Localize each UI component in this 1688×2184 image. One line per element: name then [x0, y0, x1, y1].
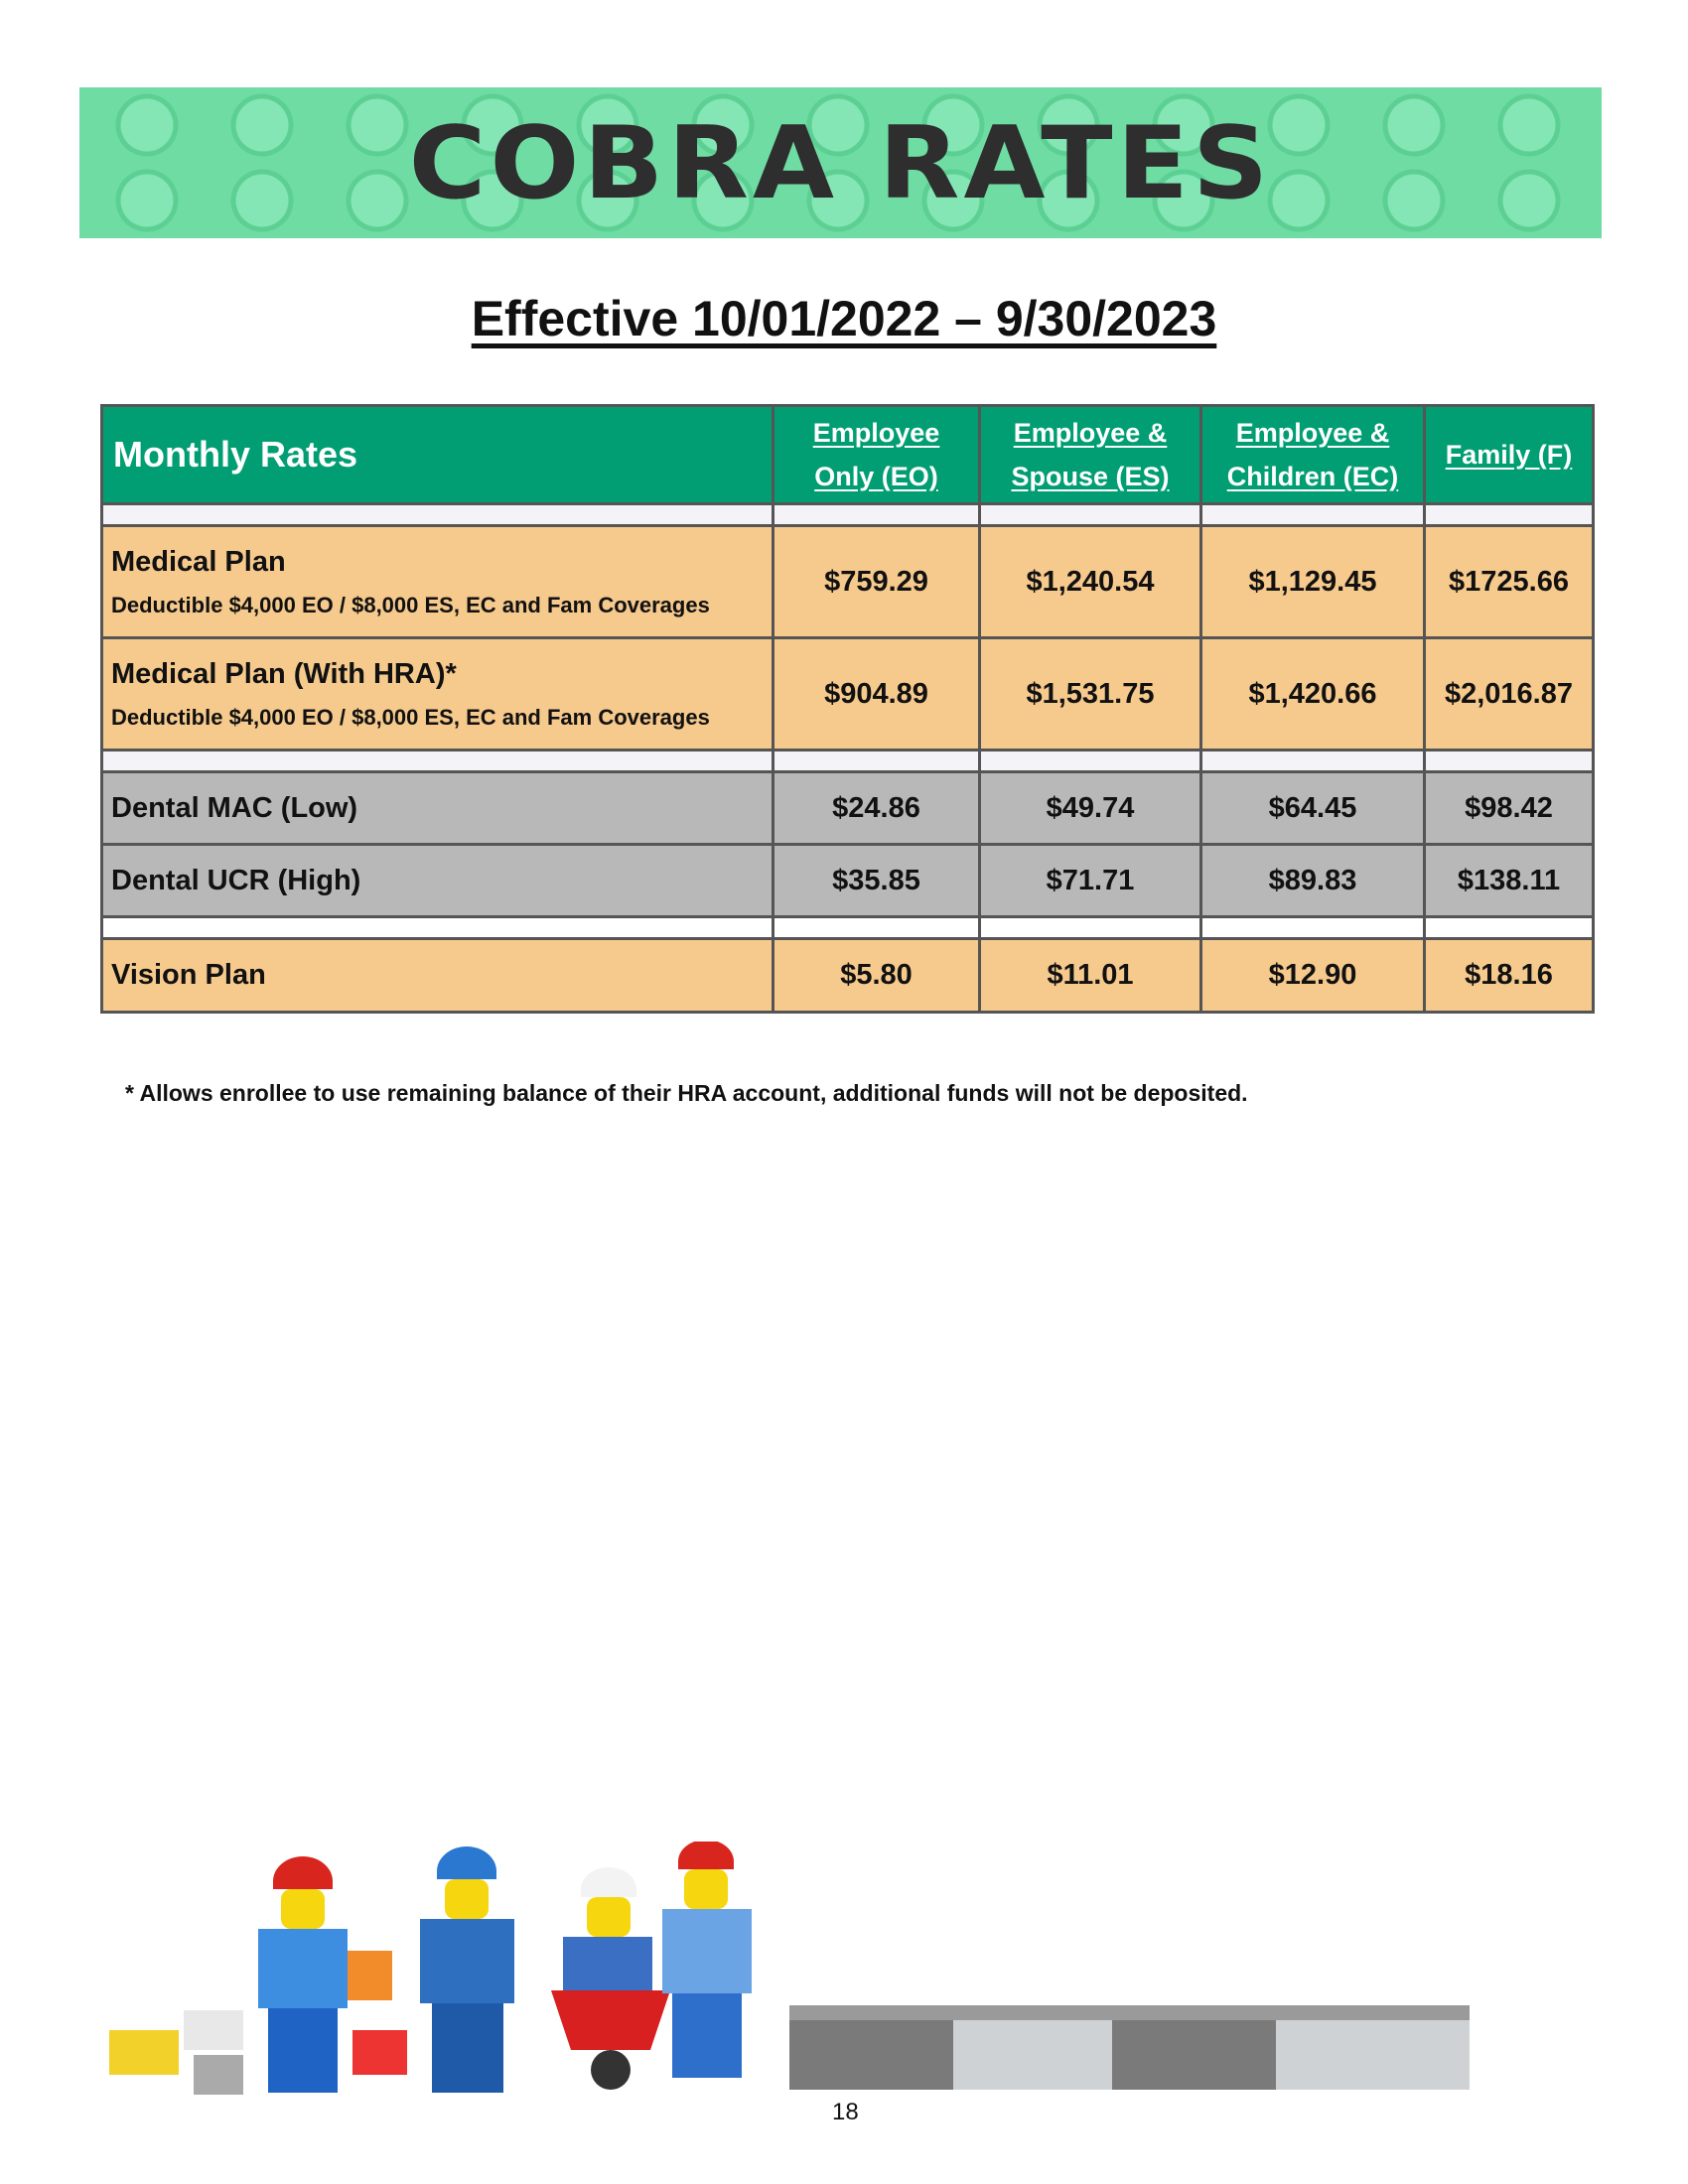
table-row-medical-hra [102, 638, 1594, 751]
rate-cell: $1,531.75 [980, 638, 1201, 751]
spacer-row [102, 504, 1594, 526]
row-label: Dental UCR (High) [102, 845, 774, 917]
rate-cell: $1,129.45 [1201, 526, 1425, 638]
table-row-vision [102, 939, 1594, 1013]
lego-figure-red-cap [662, 1842, 752, 2078]
table-row-dental-ucr [102, 845, 1594, 917]
table-header-row [102, 406, 1594, 504]
column-header-line: Employee & [1235, 418, 1390, 448]
rate-cell: $18.16 [1425, 939, 1594, 1013]
rate-cell: $98.42 [1425, 772, 1594, 845]
column-header-line: Only (EO) [814, 462, 938, 491]
table-row-dental-mac [102, 772, 1594, 845]
column-header-line: Employee [812, 418, 940, 448]
rate-cell: $64.45 [1201, 772, 1425, 845]
rate-cell: $759.29 [774, 526, 980, 638]
rate-cell: $1,420.66 [1201, 638, 1425, 751]
lego-figure-blue-cap [420, 1846, 514, 2093]
lego-figure-white-helmet [551, 1867, 670, 2090]
column-header-line: Family (F) [1445, 440, 1573, 470]
spacer-row [102, 751, 1594, 772]
spacer-row [102, 917, 1594, 939]
row-title: Medical Plan [111, 545, 286, 578]
row-label [102, 526, 774, 638]
column-header-family [1425, 406, 1594, 504]
row-label: Vision Plan [102, 939, 774, 1013]
rate-cell: $5.80 [774, 939, 980, 1013]
row-subtitle: Deductible $4,000 EO / $8,000 ES, EC and Fam Coverages [111, 704, 710, 730]
rate-cell: $904.89 [774, 638, 980, 751]
rate-cell: $1,240.54 [980, 526, 1201, 638]
rate-cell: $71.71 [980, 845, 1201, 917]
column-header-line: Spouse (ES) [1011, 462, 1170, 491]
column-header-eo [774, 406, 980, 504]
rate-cell: $12.90 [1201, 939, 1425, 1013]
row-label: Dental MAC (Low) [102, 772, 774, 845]
column-header-ec [1201, 406, 1425, 504]
rate-cell: $24.86 [774, 772, 980, 845]
column-header-line: Employee & [1013, 418, 1168, 448]
rate-cell: $89.83 [1201, 845, 1425, 917]
lego-brick-row [789, 2005, 1470, 2090]
monthly-rates-header: Monthly Rates [102, 406, 774, 504]
rate-cell: $1725.66 [1425, 526, 1594, 638]
table-row-medical [102, 526, 1594, 638]
page-number: 18 [832, 2099, 859, 2125]
column-header-es [980, 406, 1201, 504]
row-label [102, 638, 774, 751]
rate-cell: $35.85 [774, 845, 980, 917]
row-title: Medical Plan (With HRA)* [111, 657, 457, 690]
rate-cell: $49.74 [980, 772, 1201, 845]
lego-figure-red-helmet [258, 1856, 348, 2093]
rate-cell: $2,016.87 [1425, 638, 1594, 751]
rates-table [100, 404, 1595, 1014]
row-subtitle: Deductible $4,000 EO / $8,000 ES, EC and Fam Coverages [111, 592, 710, 617]
hra-footnote: * Allows enrollee to use remaining balance of their HRA account, additional funds will not be deposited. [125, 1080, 1248, 1106]
effective-date-heading: Effective 10/01/2022 – 9/30/2023 [471, 291, 1217, 346]
column-header-line: Children (EC) [1226, 462, 1399, 491]
cobra-rates-banner [79, 87, 1602, 238]
banner-title: COBRA RATES [408, 105, 1273, 221]
rate-cell: $138.11 [1425, 845, 1594, 917]
rate-cell: $11.01 [980, 939, 1201, 1013]
lego-figures-illustration [104, 1842, 1475, 2115]
